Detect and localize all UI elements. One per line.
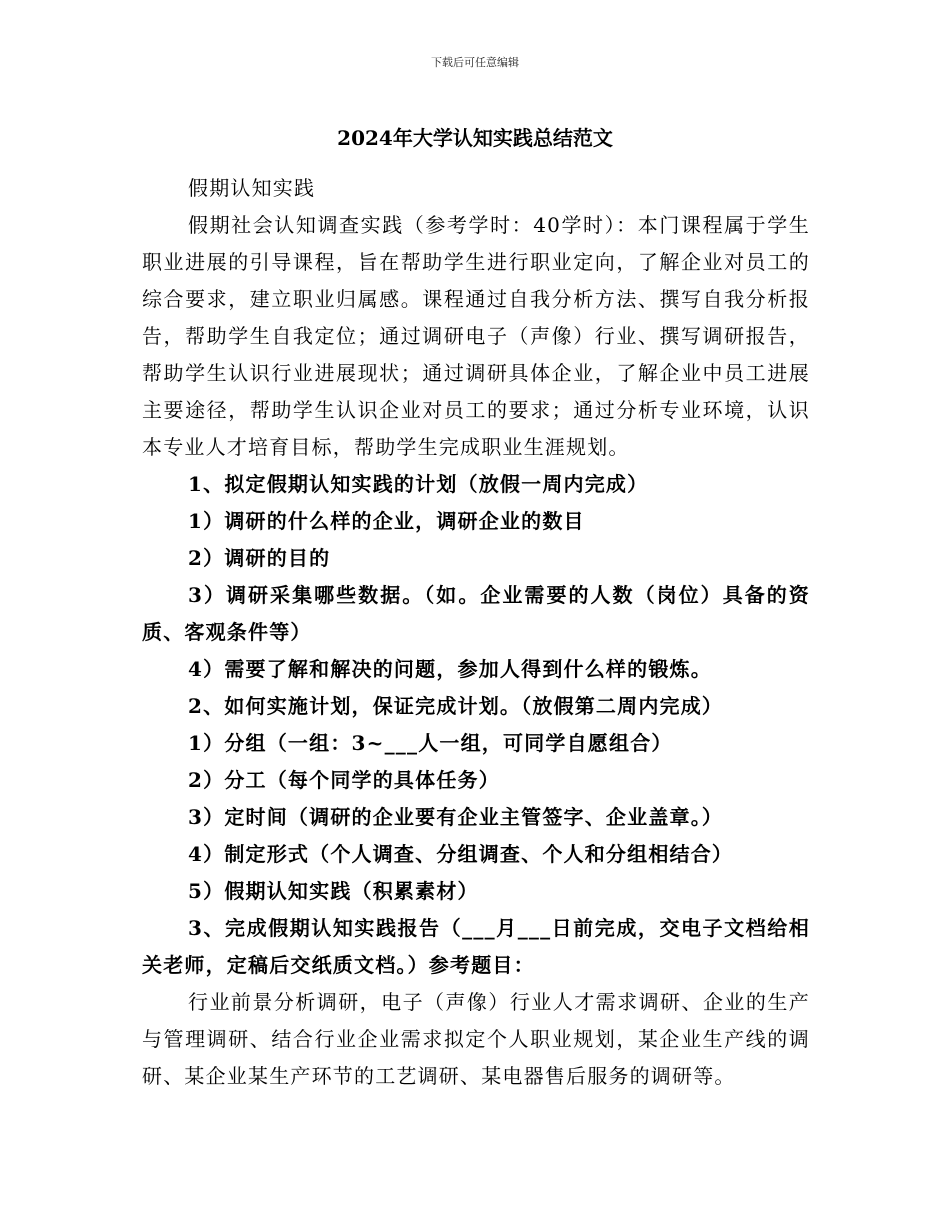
header-note: 下载后可任意编辑 [431,56,519,69]
paragraph-topics: 行业前景分析调研，电子（声像）行业人才需求调研、企业的生产与管理调研、结合行业企业需求拟定个人职业规划，某企业生产线的调研、某企业某生产环节的工艺调研、某电器售后服务的调研等。 [142,990,810,1088]
paragraph-intro: 假期社会认知调查实践（参考学时：40学时）：本门课程属于学生职业进展的引导课程，旨在帮助学生进行职业定向，了解企业对员工的综合要求，建立职业归属感。课程通过自我分析方法、撰写自我分析报告，帮助学生自我定位；通过调研电子（声像）行业、撰写调研报告，帮助学生认识行业进展现状；通过调研具体企业，了解企业中员工进展主要途径，帮助学生认识企业对员工的要求；通过分析专业环境，认识本专业人才培育目标，帮助学生完成职业生涯规划。 [142,213,810,459]
paragraph-step-2-item-2: 2）分工（每个同学的具体任务） [188,768,500,792]
paragraph-step-1: 1、拟定假期认知实践的计划（放假一周内完成） [188,472,649,496]
paragraph-step-1-item-1: 1）调研的什么样的企业，调研企业的数目 [188,509,585,533]
paragraph-step-2-item-5: 5）假期认知实践（积累素材） [188,879,479,903]
paragraph-step-2-item-1: 1）分组（一组：3~___人一组，可同学自愿组合） [188,731,673,755]
paragraph-step-2-item-3: 3）定时间（调研的企业要有企业主管签字、企业盖章。） [188,805,724,829]
paragraph-step-1-item-2: 2）调研的目的 [188,546,331,570]
paragraph-step-3: 3、完成假期认知实践报告（___月___日前完成，交电子文档给相关老师，定稿后交纸质文档。）参考题目： [142,916,810,977]
paragraph-step-1-item-4: 4）需要了解和解决的问题，参加人得到什么样的锻炼。 [188,657,712,681]
paragraph-step-1-item-3: 3）调研采集哪些数据。（如。企业需要的人数（岗位）具备的资质、客观条件等） [142,583,810,644]
document-title: 2024年大学认知实践总结范文 [337,126,613,150]
paragraph-section-heading: 假期认知实践 [188,176,316,200]
paragraph-step-2: 2、如何实施计划，保证完成计划。（放假第二周内完成） [188,694,724,718]
document-body [142,170,810,1095]
paragraph-step-2-item-4: 4）制定形式（个人调查、分组调查、个人和分组相结合） [188,842,734,866]
